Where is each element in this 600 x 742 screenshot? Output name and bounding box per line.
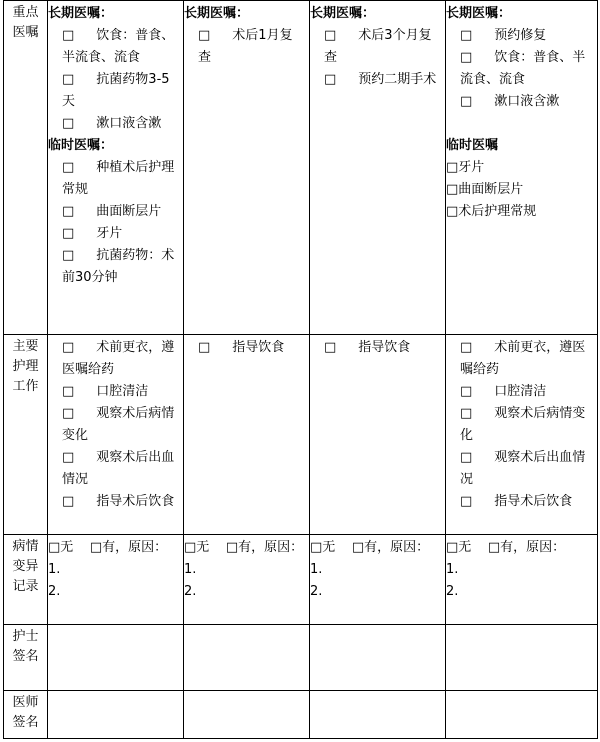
nursing-item-label: 口腔清洁 — [96, 384, 149, 399]
order-item[interactable] — [62, 113, 179, 135]
checkbox-icon[interactable]: □ — [62, 28, 75, 43]
order-item-label: 漱口液含漱 — [494, 94, 560, 109]
variation-row — [4, 535, 598, 625]
order-item[interactable] — [62, 223, 179, 245]
checkbox-icon[interactable]: □ — [324, 340, 337, 355]
order-item[interactable] — [62, 25, 179, 69]
nursing-item[interactable] — [460, 447, 593, 491]
order-item-label: 预约二期手术 — [358, 72, 437, 87]
checkbox-has-icon[interactable]: □ — [487, 540, 501, 555]
order-item-label: 种植术后护理常规 — [62, 160, 175, 197]
checkbox-icon[interactable]: □ — [62, 340, 75, 355]
nursing-item[interactable] — [460, 381, 593, 403]
option-none-label: 无 — [60, 540, 74, 555]
checkbox-has-icon[interactable]: □ — [225, 540, 239, 555]
checkbox-none-icon[interactable]: □ — [184, 540, 197, 555]
doctor-sign-label: 医师签名 — [12, 695, 39, 730]
nursing-item[interactable] — [62, 337, 179, 381]
option-has-label: 有，原因： — [238, 540, 304, 555]
variation-cell-day3 — [310, 535, 446, 625]
order-item-label: 曲面断层片 — [458, 182, 524, 197]
checkbox-none-icon[interactable]: □ — [48, 540, 61, 555]
nursing-item-label: 指导饮食 — [232, 340, 285, 355]
checkbox-icon[interactable]: □ — [198, 340, 211, 355]
nurse-sign-cell-day4[interactable] — [446, 625, 598, 691]
checkbox-icon[interactable]: □ — [460, 28, 473, 43]
checkbox-has-icon[interactable]: □ — [89, 540, 103, 555]
nursing-item-label: 观察术后出血情况 — [62, 450, 175, 487]
orders-row-header — [4, 1, 48, 335]
reason-line-1[interactable]: 1. — [184, 562, 197, 577]
order-item-label: 术后护理常规 — [458, 204, 537, 219]
option-has-label: 有，原因： — [364, 540, 430, 555]
nurse-sign-label: 护士签名 — [12, 629, 39, 664]
reason-line-1[interactable]: 1. — [310, 562, 323, 577]
nursing-item[interactable] — [62, 403, 179, 447]
nursing-item-label: 口腔清洁 — [494, 384, 547, 399]
nursing-item-label: 观察术后病情变化 — [460, 406, 586, 443]
checkbox-icon[interactable]: □ — [460, 94, 473, 109]
order-item-label: 饮食：普食、半流食、流食 — [62, 28, 175, 65]
checkbox-icon[interactable]: □ — [62, 226, 75, 241]
checkbox-none-icon[interactable]: □ — [446, 540, 459, 555]
doctor-sign-row — [4, 691, 598, 739]
checkbox-icon[interactable]: □ — [62, 160, 75, 175]
reason-line-2[interactable]: 2. — [310, 584, 323, 599]
order-item[interactable] — [324, 25, 441, 69]
checkbox-icon[interactable]: □ — [460, 340, 473, 355]
nursing-item[interactable] — [62, 447, 179, 491]
section-title: 长期医嘱： — [48, 6, 114, 21]
checkbox-icon[interactable]: □ — [324, 72, 337, 87]
nursing-item[interactable] — [62, 381, 179, 403]
nurse-sign-header — [4, 625, 48, 691]
section-title: 长期医嘱： — [446, 6, 512, 21]
nursing-row-label: 主要护理工作 — [12, 339, 39, 394]
orders-cell-day2 — [184, 1, 310, 335]
nursing-row — [4, 335, 598, 535]
checkbox-icon[interactable]: □ — [62, 248, 75, 263]
option-has-label: 有，原因： — [500, 540, 566, 555]
checkbox-icon[interactable]: □ — [62, 450, 75, 465]
order-item[interactable] — [62, 245, 179, 289]
order-item-label: 术后1月复查 — [198, 28, 293, 65]
checkbox-icon[interactable]: □ — [62, 116, 75, 131]
nursing-item[interactable] — [198, 337, 305, 359]
section-title: 临时医嘱： — [48, 138, 114, 153]
order-item-label: 曲面断层片 — [96, 204, 162, 219]
nursing-item-label: 观察术后出血情况 — [460, 450, 586, 487]
order-item[interactable] — [62, 201, 179, 223]
option-none-label: 无 — [458, 540, 472, 555]
checkbox-icon[interactable]: □ — [62, 204, 75, 219]
option-none-label: 无 — [196, 540, 210, 555]
option-has-label: 有，原因： — [102, 540, 168, 555]
checkbox-icon[interactable]: □ — [460, 406, 473, 421]
checkbox-icon[interactable]: □ — [198, 28, 211, 43]
nurse-sign-cell-day3[interactable] — [310, 625, 446, 691]
section-title: 长期医嘱： — [184, 6, 250, 21]
order-item[interactable] — [62, 69, 179, 113]
order-item[interactable] — [460, 25, 593, 47]
order-item[interactable] — [446, 179, 593, 201]
nursing-cell-day1 — [48, 335, 184, 535]
nursing-item[interactable] — [324, 337, 441, 359]
order-item[interactable] — [198, 25, 305, 69]
order-item-label: 抗菌药物：术前30分钟 — [62, 248, 175, 285]
section-title: 临时医嘱 — [446, 138, 499, 153]
checkbox-icon[interactable]: □ — [460, 384, 473, 399]
checkbox-icon[interactable]: □ — [446, 160, 459, 175]
order-item-label: 饮食：普食、半流食、流食 — [460, 50, 586, 87]
order-item-label: 术后3个月复查 — [324, 28, 432, 65]
checkbox-none-icon[interactable]: □ — [310, 540, 323, 555]
checkbox-icon[interactable]: □ — [460, 450, 473, 465]
nursing-item[interactable] — [460, 403, 593, 447]
nursing-cell-day4 — [446, 335, 598, 535]
nurse-sign-cell-day2[interactable] — [184, 625, 310, 691]
nursing-item-label: 指导术后饮食 — [96, 494, 175, 509]
checkbox-icon[interactable]: □ — [62, 72, 75, 87]
doctor-sign-cell-day1[interactable] — [48, 691, 184, 739]
doctor-sign-cell-day3[interactable] — [310, 691, 446, 739]
reason-line-1[interactable]: 1. — [446, 562, 459, 577]
nursing-item-label: 术前更衣，遵医嘱给药 — [460, 340, 586, 377]
variation-row-label: 病情变异记录 — [12, 539, 39, 594]
variation-cell-day1 — [48, 535, 184, 625]
nursing-item-label: 指导术后饮食 — [494, 494, 573, 509]
section-title: 长期医嘱： — [310, 6, 376, 21]
nurse-sign-row — [4, 625, 598, 691]
order-item-label: 抗菌药物3-5天 — [62, 72, 170, 109]
orders-cell-day1 — [48, 1, 184, 335]
doctor-sign-cell-day2[interactable] — [184, 691, 310, 739]
reason-line-2[interactable]: 2. — [48, 584, 61, 599]
orders-row-label: 重点医嘱 — [12, 5, 39, 40]
option-none-label: 无 — [322, 540, 336, 555]
variation-row-header — [4, 535, 48, 625]
variation-cell-day2 — [184, 535, 310, 625]
checkbox-icon[interactable]: □ — [62, 406, 75, 421]
nursing-item-label: 指导饮食 — [358, 340, 411, 355]
checkbox-icon[interactable]: □ — [446, 204, 459, 219]
order-item-label: 预约修复 — [494, 28, 547, 43]
checkbox-icon[interactable]: □ — [446, 182, 459, 197]
nursing-cell-day3 — [310, 335, 446, 535]
doctor-sign-cell-day4[interactable] — [446, 691, 598, 739]
checkbox-icon[interactable]: □ — [460, 50, 473, 65]
nursing-row-header — [4, 335, 48, 535]
reason-line-2[interactable]: 2. — [446, 584, 459, 599]
checkbox-icon[interactable]: □ — [62, 494, 75, 509]
orders-row — [4, 1, 598, 335]
orders-cell-day3 — [310, 1, 446, 335]
checkbox-icon[interactable]: □ — [460, 494, 473, 509]
order-item-label: 漱口液含漱 — [96, 116, 162, 131]
order-item[interactable] — [324, 69, 441, 91]
nursing-item-label: 观察术后病情变化 — [62, 406, 175, 443]
order-item[interactable] — [446, 201, 593, 223]
order-item[interactable] — [460, 47, 593, 91]
nursing-item[interactable] — [62, 491, 179, 513]
variation-cell-day4 — [446, 535, 598, 625]
order-item-label: 牙片 — [458, 160, 485, 175]
doctor-sign-header — [4, 691, 48, 739]
clinical-pathway-table — [3, 0, 598, 739]
nurse-sign-cell-day1[interactable] — [48, 625, 184, 691]
order-item[interactable] — [446, 157, 593, 179]
orders-cell-day4 — [446, 1, 598, 335]
order-item-label: 牙片 — [96, 226, 123, 241]
nursing-item[interactable] — [460, 337, 593, 381]
nursing-item[interactable] — [460, 491, 593, 513]
checkbox-has-icon[interactable]: □ — [351, 540, 365, 555]
checkbox-icon[interactable]: □ — [324, 28, 337, 43]
nursing-cell-day2 — [184, 335, 310, 535]
nursing-item-label: 术前更衣，遵医嘱给药 — [62, 340, 175, 377]
checkbox-icon[interactable]: □ — [62, 384, 75, 399]
order-item[interactable] — [62, 157, 179, 201]
reason-line-2[interactable]: 2. — [184, 584, 197, 599]
order-item[interactable] — [460, 91, 593, 113]
reason-line-1[interactable]: 1. — [48, 562, 61, 577]
